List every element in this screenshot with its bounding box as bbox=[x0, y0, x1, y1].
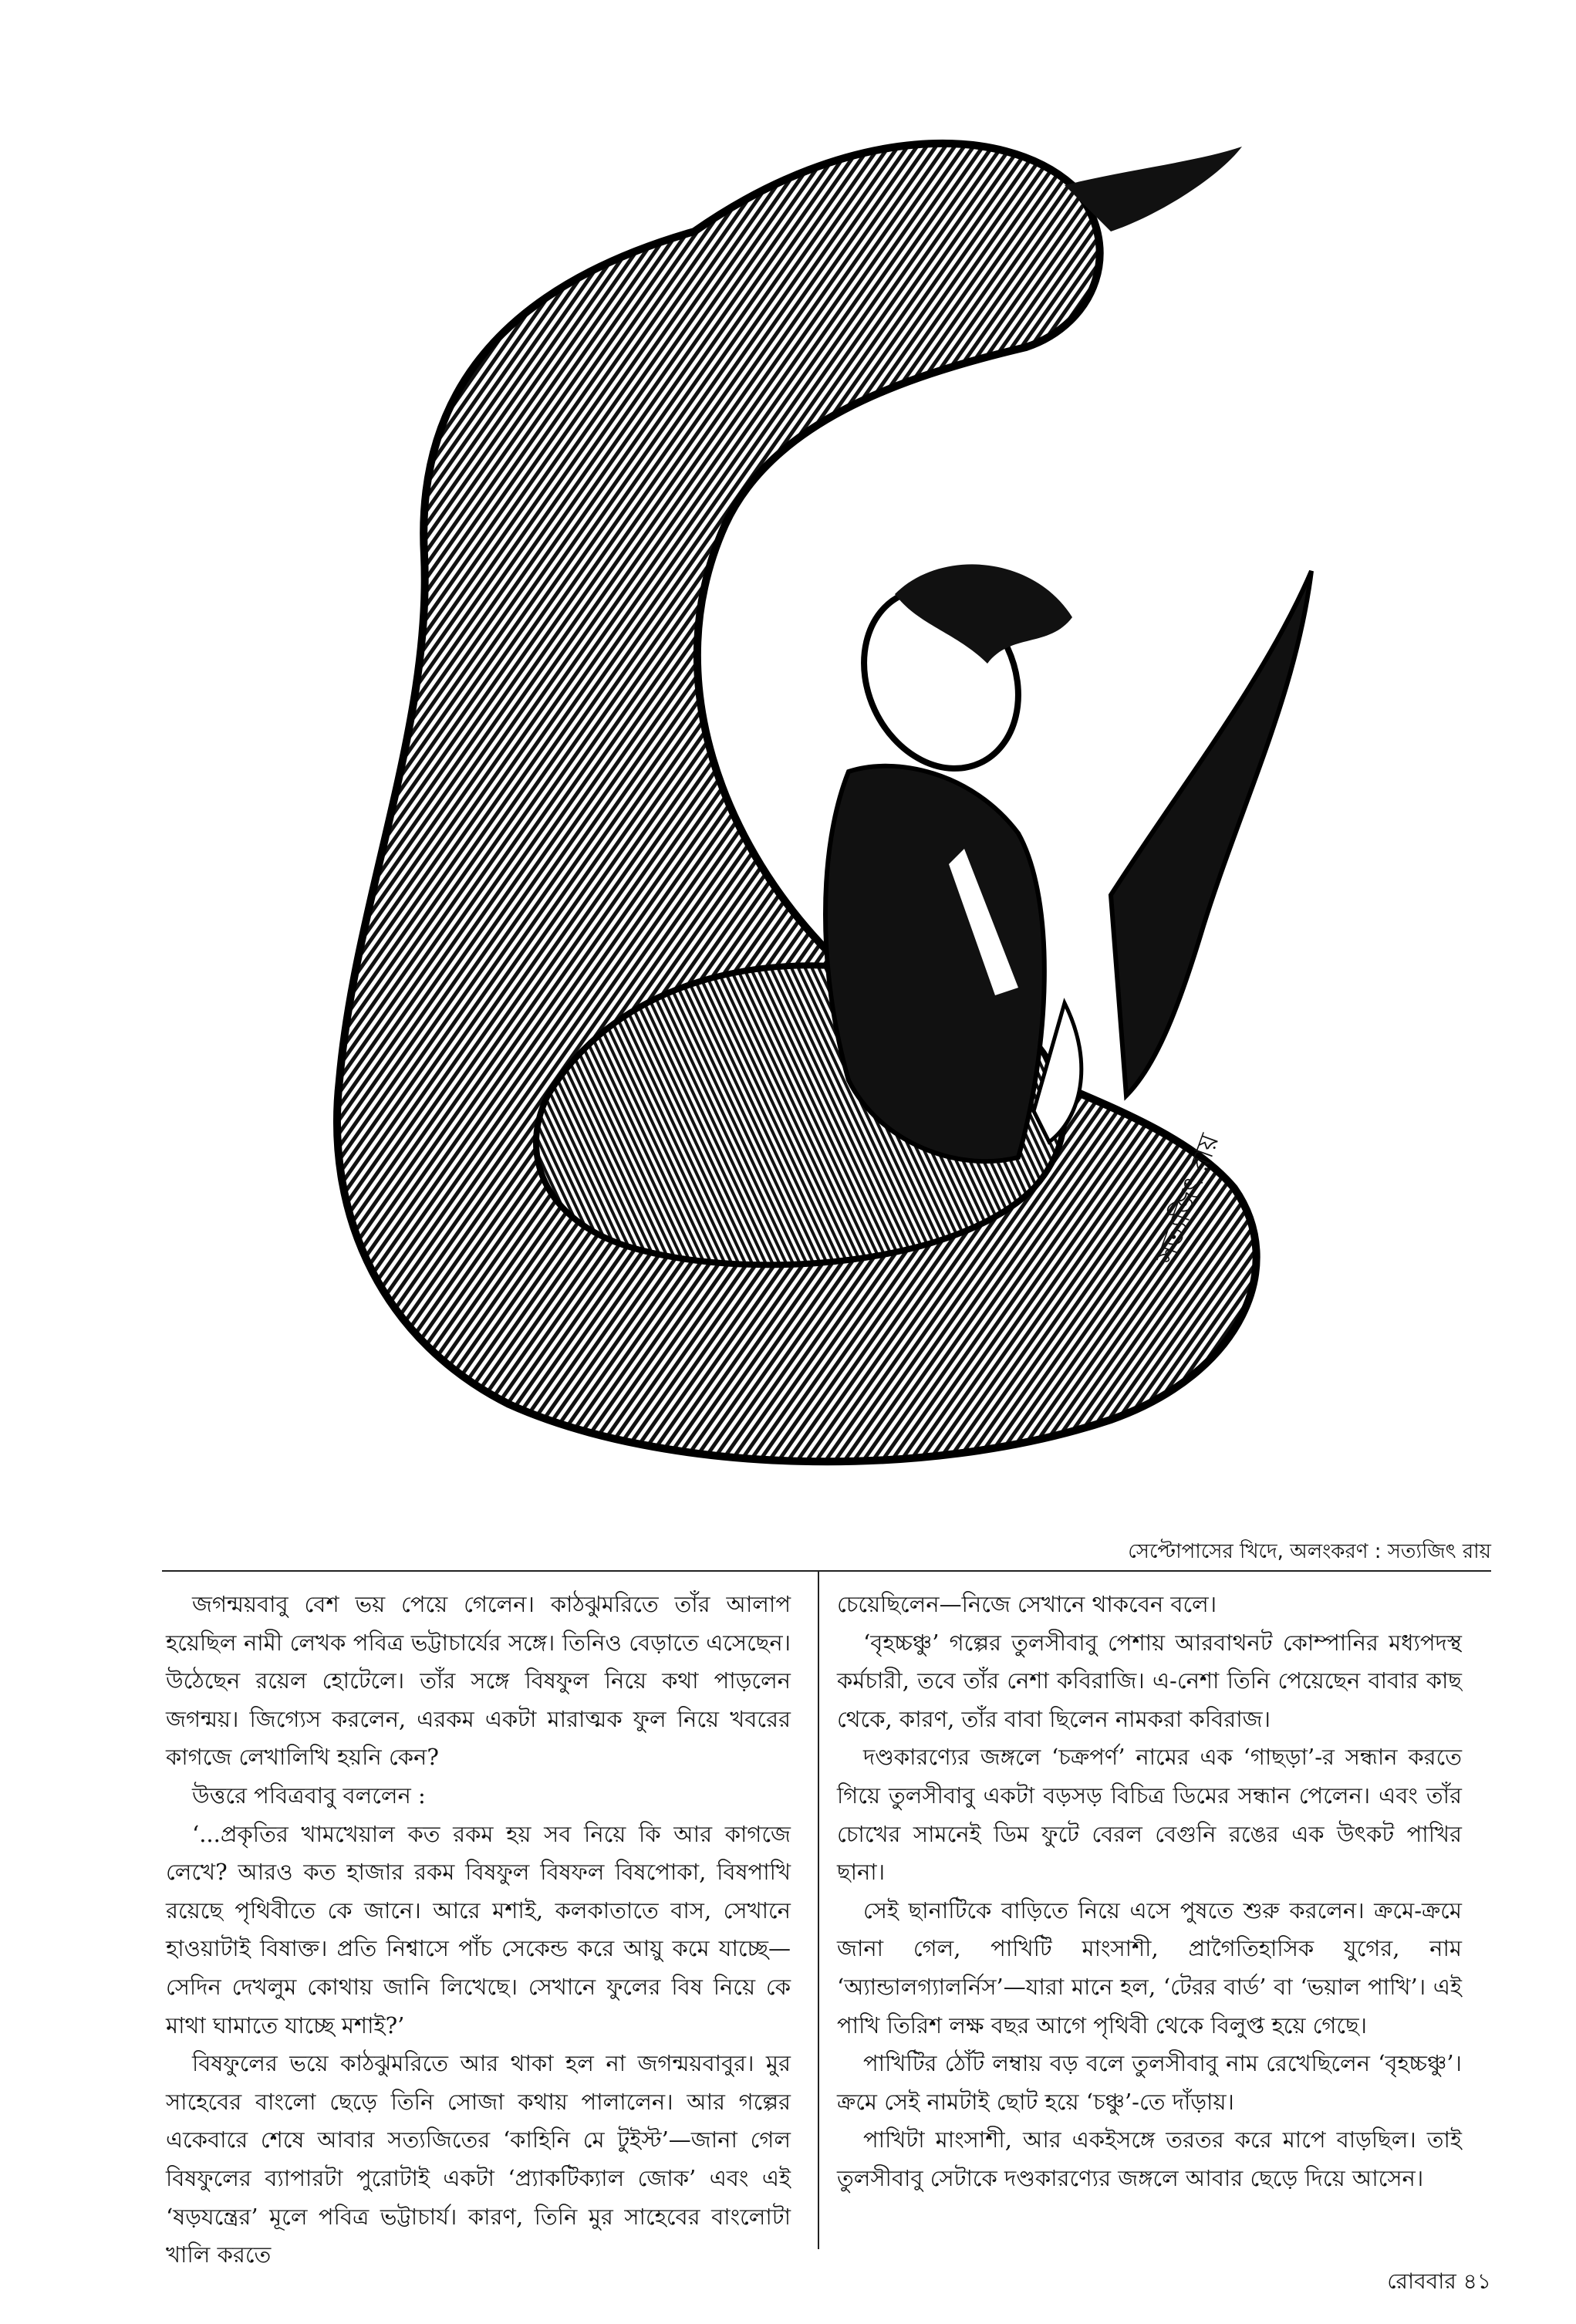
paragraph: পাখিটির ঠোঁট লম্বায় বড় বলে তুলসীবাবু নাম রেখেছিলেন ‘বৃহচ্চঞ্চু’। ক্রমে সেই নামটাই ছোট হয়ে ‘চঞ্চু’-তে দাঁড়ায়। bbox=[837, 2050, 1462, 2115]
text-column-right bbox=[837, 1586, 1462, 2198]
paragraph: দণ্ডকারণ্যের জঙ্গলে ‘চক্রপর্ণ’ নামের এক ‘গাছড়া’-র সন্ধান করতে গিয়ে তুলসীবাবু একটা বড়সড় বিচিত্র ডিমের সন্ধান পেলেন। এবং তাঁর চোখের সামনেই ডিম ফুটে বেরল বেগুনি রঙের এক উৎকট পাখির ছানা। bbox=[837, 1744, 1462, 1886]
paragraph: ‘বৃহচ্চঞ্চু’ গল্পের তুলসীবাবু পেশায় আরবাথনট কোম্পানির মধ্যপদস্থ কর্মচারী, তবে তাঁর নেশা কবিরাজি। এ-নেশা তিনি পেয়েছেন বাবার কাছ থেকে, কারণ, তাঁর বাবা ছিলেন নামকরা কবিরাজ। bbox=[837, 1629, 1462, 1732]
paragraph: জগন্ময়বাবু বেশ ভয় পেয়ে গেলেন। কাঠঝুমরিতে তাঁর আলাপ হয়েছিল নামী লেখক পবিত্র ভট্টাচার্যের সঙ্গে। তিনিও বেড়াতে এসেছেন। উঠেছেন রয়েল হোটেলে। তাঁর সঙ্গে বিষফুল নিয়ে কথা পাড়লেন জগন্ময়। জিগ্যেস করলেন, এরকম একটা মারাত্মক ফুল নিয়ে খবরের কাগজে লেখালিখি হয়নি কেন? bbox=[166, 1591, 791, 1771]
illustration-serpent-attack bbox=[293, 93, 1389, 1497]
page-folio: রোববার ৪১ bbox=[1387, 2268, 1491, 2294]
paragraph: পাখিটা মাংসাশী, আর একইসঙ্গে তরতর করে মাপে বাড়ছিল। তাই তুলসীবাবু সেটাকে দণ্ডকারণ্যের জঙ্গলে আবার ছেড়ে দিয়ে আসেন। bbox=[837, 2126, 1462, 2191]
paragraph: সেই ছানাটিকে বাড়িতে নিয়ে এসে পুষতে শুরু করলেন। ক্রমে-ক্রমে জানা গেল, পাখিটি মাংসাশী, প্রাগৈতিহাসিক যুগের, নাম ‘অ্যান্ডালগ্যালর্নিস’—যারা মানে হল, ‘টেরর বার্ড’ বা ‘ভয়াল পাখি’। এই পাখি তিরিশ লক্ষ বছর আগে পৃথিবী থেকে বিলুপ্ত হয়ে গেছে। bbox=[837, 1897, 1462, 2039]
text-column-left bbox=[166, 1586, 791, 2275]
serpent-tail bbox=[1111, 571, 1311, 1096]
artist-signature: সত্যজিৎ রায় bbox=[1149, 1130, 1226, 1268]
man-figure bbox=[825, 564, 1082, 1161]
column-divider bbox=[818, 1570, 819, 2249]
paragraph: চেয়েছিলেন—নিজে সেখানে থাকবেন বলে। bbox=[837, 1591, 1217, 1617]
paragraph: বিষফুলের ভয়ে কাঠঝুমরিতে আর থাকা হল না জগন্ময়বাবুর। মুর সাহেবের বাংলো ছেড়ে তিনি সোজা কথায় পালালেন। আর গল্পের একেবারে শেষে আবার সত্যজিতের ‘কাহিনি মে টুইস্ট’—জানা গেল বিষফুলের ব্যাপারটা পুরোটাই একটা ‘প্র্যাকটিক্যাল জোক’ এবং এই ‘ষড়যন্ত্রের’ মূলে পবিত্র ভট্টাচার্য। কারণ, তিনি মুর সাহেবের বাংলোটা খালি করতে bbox=[166, 2050, 791, 2268]
paragraph: উত্তরে পবিত্রবাবু বললেন : bbox=[192, 1782, 426, 1809]
paragraph: ‘...প্রকৃতির খামখেয়াল কত রকম হয় সব নিয়ে কি আর কাগজে লেখে? আরও কত হাজার রকম বিষফুল বিষফল বিষপোকা, বিষপাখি রয়েছে পৃথিবীতে কে জানে। আরে মশাই, কলকাতাতে বাস, সেখানে হাওয়াটাই বিষাক্ত। প্রতি নিশ্বাসে পাঁচ সেকেন্ড করে আয়ু কমে যাচ্ছে—সেদিন দেখলুম কোথায় জানি লিখেছে। সেখানে ফুলের বিষ নিয়ে কে মাথা ঘামাতে যাচ্ছে মশাই?’ bbox=[166, 1820, 791, 2039]
illustration-caption: সেপ্টোপাসের খিদে, অলংকরণ : সত্যজিৎ রায় bbox=[1128, 1540, 1491, 1563]
section-divider bbox=[162, 1570, 1491, 1572]
